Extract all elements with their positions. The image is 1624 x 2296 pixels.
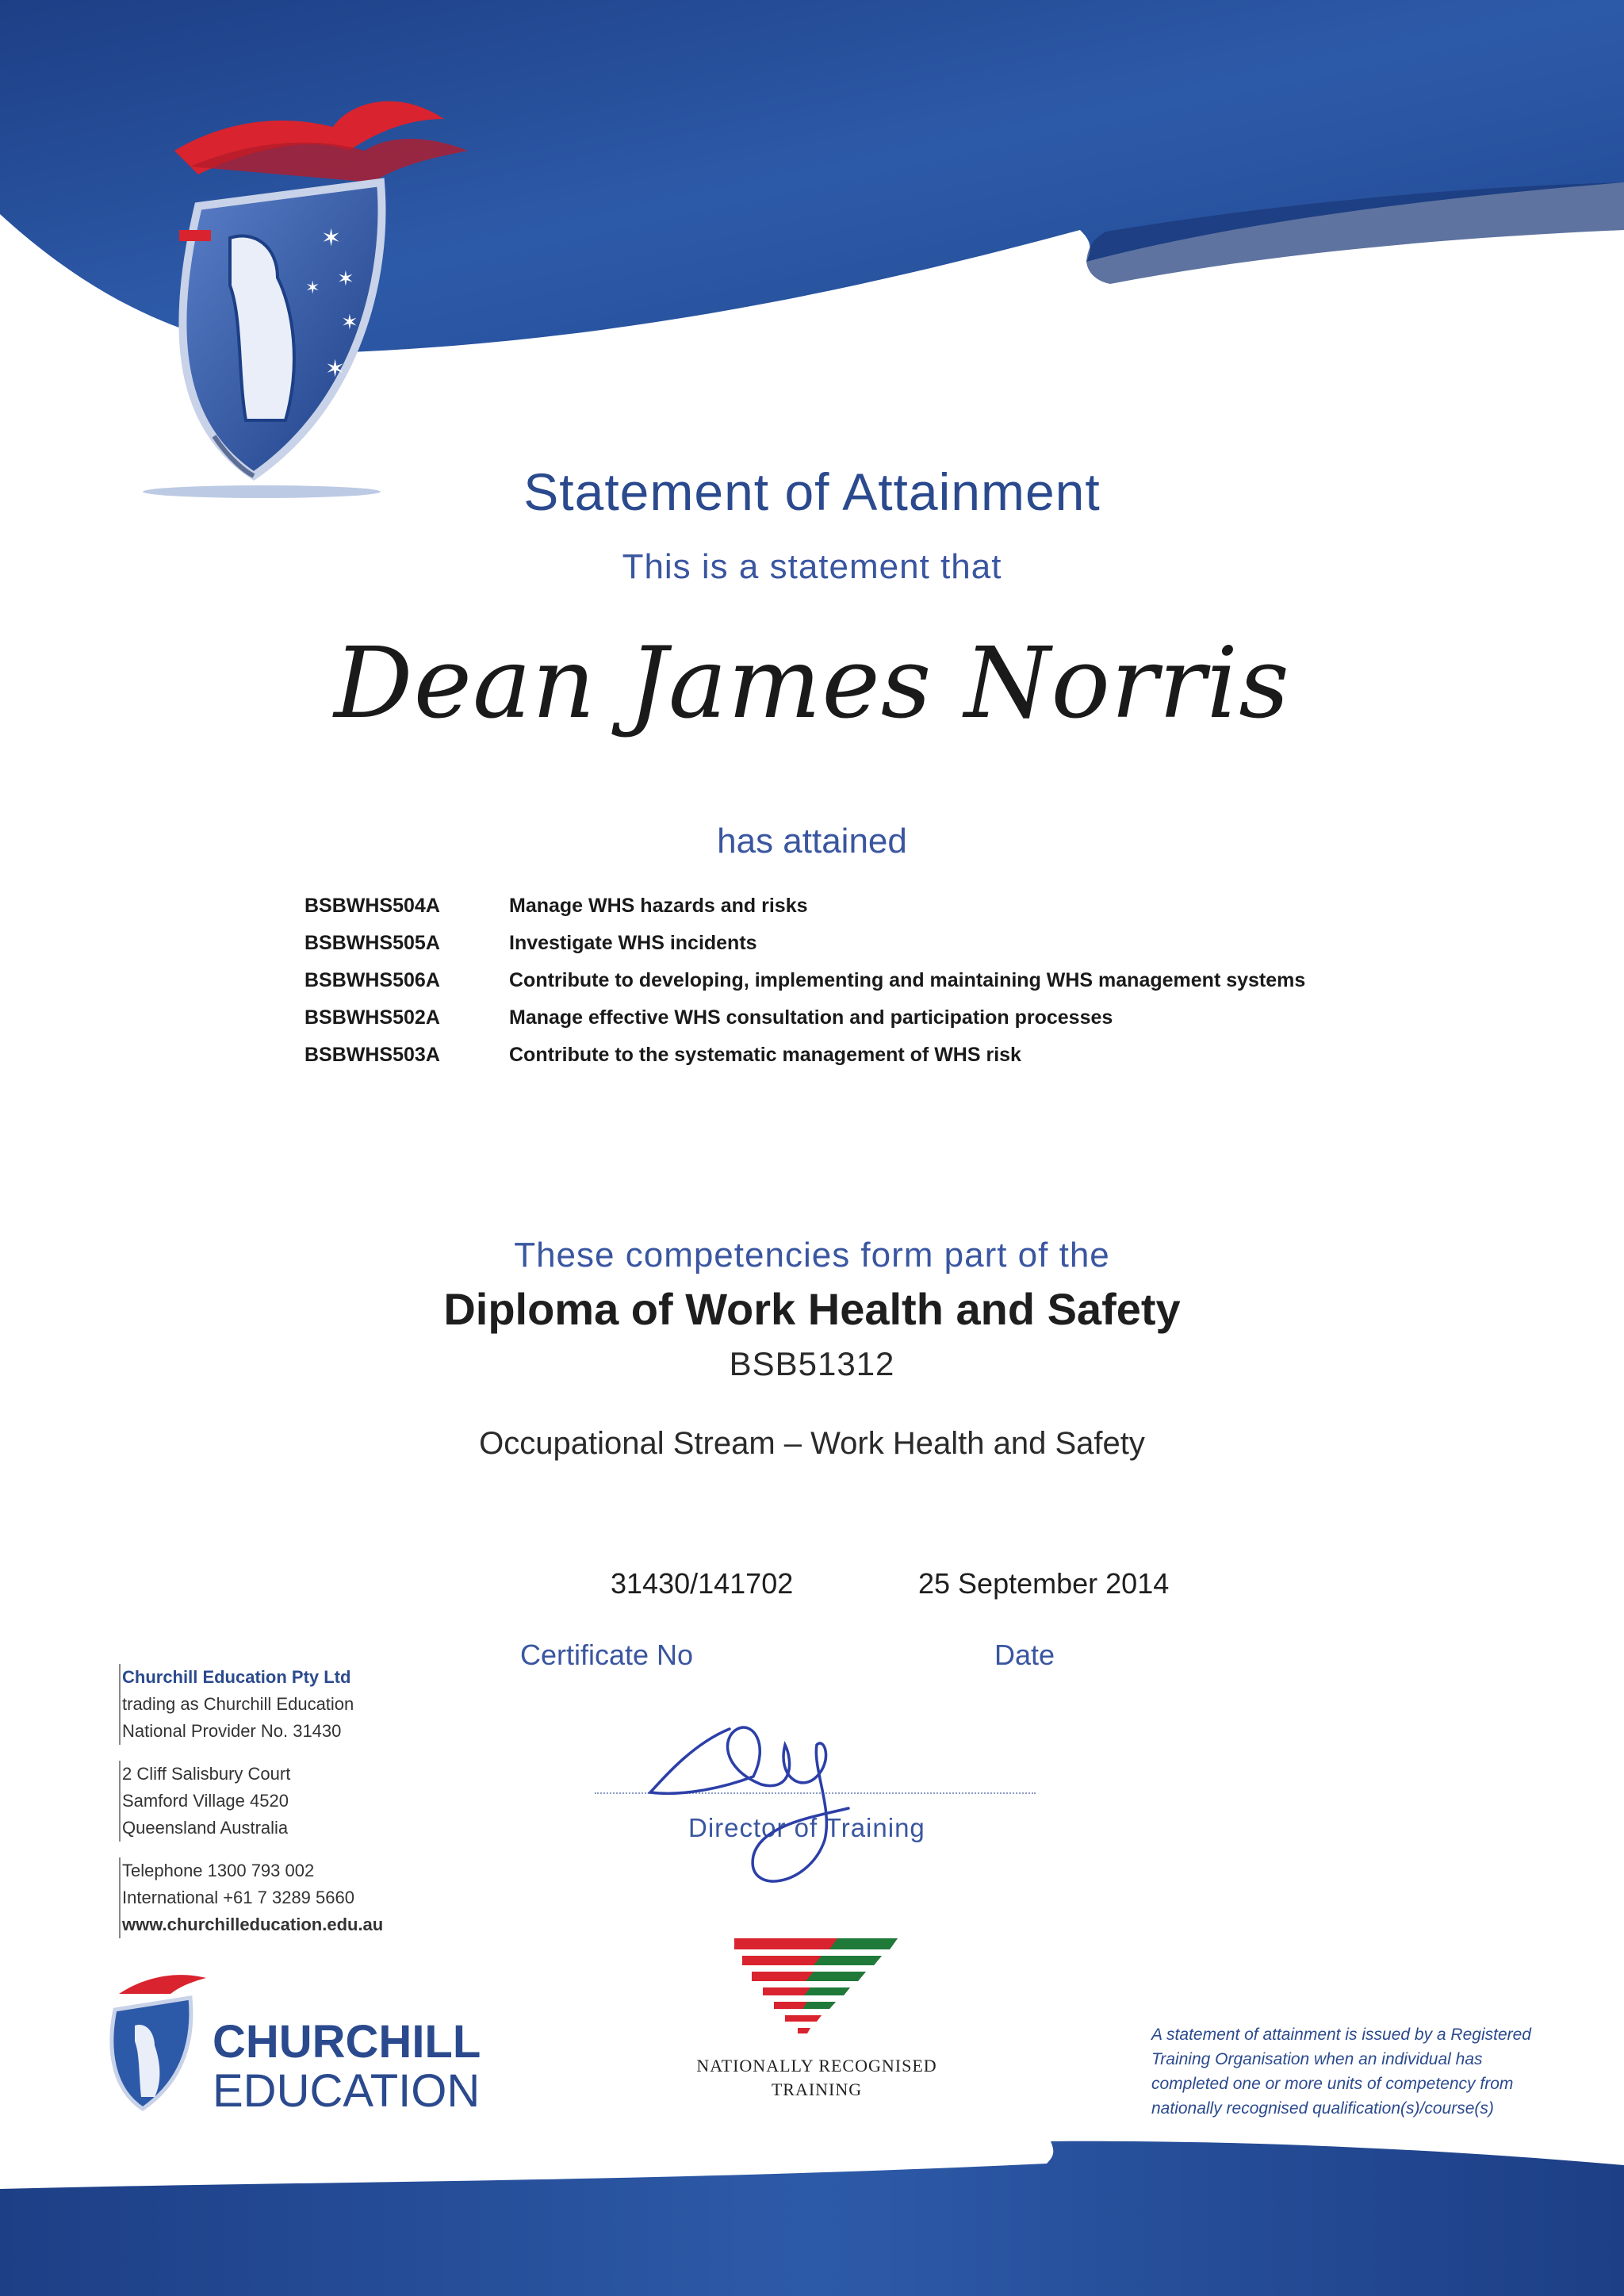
unit-title: Investigate WHS incidents [509,932,757,954]
page-title: Statement of Attainment [523,462,1101,521]
certificate-number-label: Certificate No [520,1639,694,1671]
unit-code: BSBWHS506A [304,969,440,991]
unit-code: BSBWHS502A [304,1006,440,1029]
nrt-line-2: TRAINING [771,2079,863,2099]
occupational-stream: Occupational Stream – Work Health and Safety [479,1426,1145,1461]
svg-text:✶: ✶ [305,278,320,297]
note-line: A statement of attainment is issued by a Registered [1151,2026,1531,2044]
note-line: completed one or more units of competency from [1151,2075,1514,2093]
recipient-name: Dean James Norris [334,627,1290,741]
date-label: Date [994,1639,1055,1671]
statement-subtitle: This is a statement that [622,547,1002,586]
unit-row [304,969,1415,1006]
svg-text:✶: ✶ [337,266,354,290]
unit-title: Contribute to developing, implementing and maintaining WHS management systems [509,969,1306,991]
org-identity-block [119,1664,383,1745]
org-address-2: Samford Village 4520 [122,1791,289,1811]
qualification-code: BSB51312 [729,1345,895,1382]
nrt-logo [734,1935,898,2046]
note-line: Training Organisation when an individual has [1151,2050,1483,2068]
unit-title: Contribute to the systematic management of WHS risk [509,1044,1021,1066]
svg-text:✶: ✶ [341,310,358,334]
org-address-3: Queensland Australia [122,1818,289,1838]
unit-row [304,1044,1415,1081]
nrt-line-1: NATIONALLY RECOGNISED [696,2056,937,2076]
note-line: nationally recognised qualification(s)/course(s) [1151,2099,1494,2118]
org-trading: trading as Churchill Education [122,1694,354,1714]
shield-logo-small [103,1962,206,2121]
org-name: Churchill Education Pty Ltd [122,1667,351,1687]
org-website: www.churchilleducation.edu.au [122,1915,384,1934]
unit-row [304,1006,1415,1044]
unit-code: BSBWHS504A [304,895,440,917]
signature-drawing [634,1697,936,1911]
signatory-title: Director of Training [688,1813,925,1842]
unit-title: Manage effective WHS consultation and participation processes [509,1006,1113,1029]
units-list [304,895,1415,1081]
svg-text:✶: ✶ [321,225,342,251]
form-part-label: These competencies form part of the [514,1236,1110,1274]
svg-text:✶: ✶ [325,356,346,382]
attainment-note [1151,2022,1564,2121]
organisation-address [119,1664,383,1954]
org-address-1: 2 Cliff Salisbury Court [122,1764,291,1784]
qualification-title: Diploma of Work Health and Safety [443,1284,1181,1334]
unit-row [304,895,1415,932]
org-telephone: Telephone 1300 793 002 [122,1861,315,1880]
brand-line-2: EDUCATION [213,2065,481,2117]
org-provider: National Provider No. 31430 [122,1721,342,1741]
certificate-number: 31430/141702 [611,1567,794,1600]
bottom-banner [0,2141,1624,2296]
org-address-block [119,1761,383,1842]
unit-code: BSBWHS505A [304,932,440,954]
unit-code: BSBWHS503A [304,1044,440,1066]
org-contact-block [119,1857,383,1938]
brand-line-1: CHURCHILL [213,2016,481,2068]
org-international: International +61 7 3289 5660 [122,1888,354,1907]
issue-date: 25 September 2014 [918,1567,1170,1600]
attained-label: has attained [717,822,907,861]
unit-row [304,932,1415,969]
unit-title: Manage WHS hazards and risks [509,895,808,917]
